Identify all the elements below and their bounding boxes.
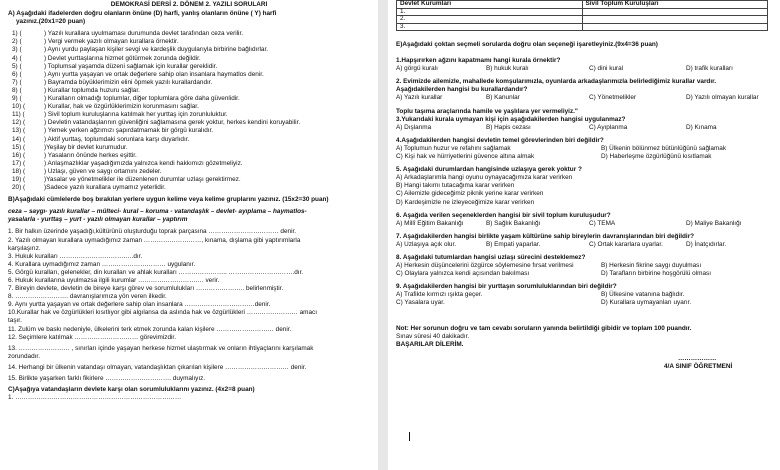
fill-blank-line[interactable]: 11. Zulüm ve baskı nedeniyle, ülkelerini terk etmek zorunda kalan kişilere ……………………… denir. bbox=[8, 325, 292, 333]
answer-option[interactable]: B) Ülkenin bölünmez bütünlüğünü sağlamak bbox=[601, 144, 727, 152]
answer-option[interactable]: A) Herkesin düşüncelerini özgürce söylemesine fırsat verilmesi bbox=[396, 262, 574, 270]
item-number[interactable]: 18) ( bbox=[12, 167, 26, 175]
item-number[interactable]: 11) ( bbox=[12, 111, 25, 119]
answer-option[interactable]: A) Dışlanma bbox=[396, 123, 432, 131]
true-false-item[interactable] bbox=[8, 103, 370, 111]
question-text: 3.Yukarıdaki kurala uymayan kişi için aşağıdakilerden hangisi uygulanmaz? bbox=[396, 115, 626, 123]
section-b-instruction: B)Aşağıdaki cümlelerde boş bırakılan yerlere uygun kelime veya kelime gruplarını yazınız. (15x2=30 puan) bbox=[8, 196, 329, 204]
true-false-item[interactable] bbox=[8, 119, 370, 127]
item-number[interactable]: 8) ( bbox=[12, 86, 22, 94]
good-luck-text: BAŞARILAR DİLERİM. bbox=[396, 340, 464, 348]
options-row bbox=[396, 65, 772, 73]
answer-option[interactable]: B) Sağlık Bakanlığı bbox=[486, 219, 541, 227]
section-c-instruction: C)Aşağıya vatandaşların devlete karşı olan sorumluluklarını yazınız. (4x2=8 puan) bbox=[8, 386, 255, 394]
table-cell[interactable]: 2. bbox=[397, 16, 583, 24]
section-e-instruction: E)Aşağıdaki çoktan seçmeli sorularda doğru olan seçeneği işaretleyiniz.(9x4=36 puan) bbox=[396, 41, 658, 48]
item-statement: ) Toplumsal yaşamda düzeni sağlamak için kurallar gereklidir. bbox=[44, 62, 218, 70]
answer-option[interactable]: A) Arkadaşlarımla hangi oyunu oynayacağımıza karar verirken bbox=[396, 174, 573, 182]
item-number[interactable]: 2) ( bbox=[12, 38, 22, 46]
item-number[interactable]: 3) ( bbox=[12, 46, 22, 54]
item-statement: ) Anlaşmazlıklar yaşadığımızda yalnızca kendi hakkımızı gözetmeliyiz. bbox=[44, 159, 243, 167]
item-number[interactable]: 4) ( bbox=[12, 54, 22, 62]
mcq-question bbox=[396, 108, 772, 132]
answer-option[interactable]: B) Kanunlar bbox=[486, 94, 520, 102]
true-false-item[interactable] bbox=[8, 71, 370, 79]
true-false-item[interactable] bbox=[8, 30, 370, 38]
true-false-item[interactable] bbox=[8, 144, 370, 152]
item-statement: ) Kurallar toplumda huzuru sağlar. bbox=[44, 86, 140, 94]
item-number[interactable]: 17) ( bbox=[12, 159, 26, 167]
multiple-choice-list bbox=[396, 57, 772, 307]
question-text: 2. Evimizde ailemizle, mahallede komşularımızla, oyunlarda arkadaşlarımızla belirlediğimiz kurallar vardır. bbox=[396, 78, 717, 86]
answer-option[interactable]: B) Herkesin fikrine saygı duyulması bbox=[601, 262, 702, 270]
table-cell[interactable] bbox=[582, 16, 768, 24]
options-row bbox=[396, 270, 772, 278]
item-statement: ) Yemek yerken ağzımızı şapırdatmamak bir görgü kuralıdır. bbox=[44, 127, 214, 135]
answer-option[interactable]: C) Ailemizle gideceğimiz piknik yerine karar verirken bbox=[396, 190, 544, 198]
item-number[interactable]: 16) ( bbox=[12, 151, 26, 159]
answer-option[interactable]: B) Empati yaparlar. bbox=[486, 240, 541, 248]
answer-option[interactable]: C) Ortak kararlara uyarlar. bbox=[589, 240, 663, 248]
answer-option[interactable]: A) Yazılı kurallar bbox=[396, 94, 443, 102]
question-text: 6. Aşağıda verilen seçeneklerden hangisi bir sivil toplum kuruluşudur? bbox=[396, 211, 611, 219]
table-header-ngo: Sivil Toplum Kuruluşları bbox=[582, 1, 768, 9]
true-false-item[interactable] bbox=[8, 136, 370, 144]
item-number[interactable]: 12) ( bbox=[12, 119, 26, 127]
fill-blank-line[interactable]: 6. Hukuk kurallarına uyulmazsa ilgili kurumlar …………………………. verir. bbox=[8, 277, 220, 284]
item-statement: ) Bayramda büyüklerimizin elini öpmek yazılı kurallardandır. bbox=[44, 78, 213, 86]
fill-blank-line[interactable]: 10.Kurallar hak ve özgürlükleri kısıtlıyor gibi algılansa da aslında hak ve özgürlükleri …………………… amacı bbox=[8, 309, 318, 317]
true-false-item[interactable] bbox=[8, 38, 370, 46]
item-statement: ) Yasaların önünde herkes eşittir. bbox=[44, 151, 137, 159]
item-statement: ) Kurallar, hak ve özgürlüklerimizin korunmasını sağlar. bbox=[44, 103, 199, 111]
options-row bbox=[396, 299, 772, 307]
word-bank-line-2: yasalarla - yurttaş – yurt - yazılı olmayan kurallar – yaptırım bbox=[8, 216, 188, 224]
item-number[interactable]: 15) ( bbox=[12, 143, 26, 151]
options-row bbox=[396, 94, 772, 102]
fill-blank-line[interactable]: 3. Hukuk kuralları ……………………………..dır. bbox=[8, 252, 143, 260]
item-statement: ) Devletin vatandaşlarının güvenliğini sağlamasına gerek yoktur, herkes kendini koruyabilir. bbox=[44, 119, 301, 127]
fill-blank-line[interactable]: 4. Kurallara uymadığımız zaman ………………………… uygulanır. bbox=[8, 260, 196, 268]
true-false-list bbox=[8, 30, 370, 192]
mcq-question bbox=[396, 78, 772, 102]
answer-option[interactable]: A) Trafikte kırmızı ışıkta geçer. bbox=[396, 291, 483, 299]
item-statement: ) Uzlaşı, güven ve saygı ortamını zedeler. bbox=[44, 167, 162, 175]
exam-page-right bbox=[388, 0, 780, 470]
table-row[interactable] bbox=[397, 23, 768, 31]
mcq-question bbox=[396, 137, 772, 161]
item-statement: ) Aynı yurdu paylaşan kişiler sevgi ve kardeşlik duygularıyla birbirine bağlıdırlar. bbox=[44, 46, 269, 54]
answer-option[interactable]: C) Olaylara yalnızca kendi açısından bakılması bbox=[396, 270, 530, 278]
fill-blank-line[interactable]: karşılaşırız. bbox=[8, 244, 41, 252]
true-false-item[interactable] bbox=[8, 184, 370, 192]
options-row bbox=[396, 124, 772, 132]
exam-duration: Sınav süresi 40 dakikadır. bbox=[396, 332, 470, 340]
mcq-question bbox=[396, 254, 772, 278]
true-false-item[interactable] bbox=[8, 176, 370, 184]
answer-option[interactable]: D) Kınama bbox=[686, 123, 717, 131]
answer-option[interactable]: A) görgü kuralı bbox=[396, 65, 438, 73]
question-text: Aşağıdakilerden hangisi bu kurallardandır? bbox=[396, 86, 528, 94]
table-cell[interactable]: 1. bbox=[397, 8, 583, 16]
true-false-item[interactable] bbox=[8, 63, 370, 71]
text-cursor bbox=[409, 432, 410, 441]
answer-option[interactable]: B) Hapis cezası bbox=[486, 123, 531, 131]
options-row bbox=[396, 153, 772, 161]
item-number[interactable]: 14) ( bbox=[12, 135, 26, 143]
true-false-item[interactable] bbox=[8, 95, 370, 103]
fill-blank-line[interactable]: 12. Seçimlere katılmak ………………………… görevimizdir. bbox=[8, 333, 176, 341]
table-row[interactable] bbox=[397, 8, 768, 16]
mcq-question bbox=[396, 57, 772, 73]
answer-option[interactable]: C) Ayıplanma bbox=[589, 123, 628, 131]
answer-option[interactable]: A) Toplumun huzur ve refahını sağlamak bbox=[396, 144, 511, 152]
item-statement: ) Aktif yurttaş, toplumdaki sorunlara karşı duyarlıdır. bbox=[44, 135, 190, 143]
question-text: 4.Aşağıdakilerden hangisi devletin temel görevlerinden biri değildir? bbox=[396, 136, 604, 144]
mcq-question bbox=[396, 233, 772, 249]
table-header-row bbox=[397, 1, 768, 9]
fill-blank-line[interactable]: 8. ……………………. davranışlarımıza yön veren ilkedir. bbox=[8, 293, 167, 301]
fill-blank-line[interactable]: 7. Bireyin devlete, devletin de bireye karşı görev ve sorumlulukları ………………….. belirlenmiştir. bbox=[8, 285, 284, 293]
item-number[interactable]: 5) ( bbox=[12, 62, 22, 70]
options-row bbox=[396, 241, 772, 249]
true-false-item[interactable] bbox=[8, 160, 370, 168]
answer-option[interactable]: A) Millî Eğitim Bakanlığı bbox=[396, 219, 464, 227]
section-c-answer-1[interactable]: 1. …………………………………………………………………… bbox=[8, 394, 182, 402]
true-false-item[interactable] bbox=[8, 127, 370, 135]
table-row[interactable] bbox=[397, 16, 768, 24]
item-statement: ) Sivil toplum kuruluşlarına katılmak her yurttaş için zorunluluktur. bbox=[44, 111, 228, 119]
item-number[interactable]: 13) ( bbox=[12, 127, 26, 135]
question-text: 9. Aşağıdakilerden hangisi bir yurttaşın sorumluluklarından biri değildir? bbox=[396, 283, 617, 291]
item-number[interactable]: 20) ( bbox=[12, 184, 26, 192]
answer-option[interactable]: B) Hangi takımı tutacağıma karar verirken bbox=[396, 182, 515, 190]
fill-blank-line[interactable]: 14. Herhangi bir ülkenin vatandaşı olmayan, vatandaşlıktan çıkarılan kişilere ………………………… denir. bbox=[8, 363, 307, 371]
fill-blank-line[interactable]: 2. Yazılı olmayan kurallara uymadığımız zaman ………………………, kınama, dışlama gibi yaptırımlarla bbox=[8, 236, 301, 244]
fill-blank-line[interactable]: 1. Bir halkın üzerinde yaşadığı,kültürünü oluşturduğu toprak parçasına …………………………… denir. bbox=[8, 228, 297, 236]
question-text: 1.Hapşırırken ağzını kapatmamı hangi kurala örnektir? bbox=[396, 57, 561, 65]
options-row bbox=[396, 291, 772, 299]
mcq-question bbox=[396, 283, 772, 307]
question-text: Toplu taşıma araçlarında hamile ve yaşlılara yer vermeliyiz." bbox=[396, 107, 578, 115]
true-false-item[interactable] bbox=[8, 87, 370, 95]
fill-blank-line[interactable]: taşır. bbox=[8, 317, 22, 325]
answer-option[interactable]: B) Ülkesine vatanına bağlıdır. bbox=[601, 291, 685, 299]
table-cell[interactable]: 3. bbox=[397, 23, 583, 31]
answer-option[interactable]: C) dini kural bbox=[589, 65, 624, 73]
mcq-question bbox=[396, 166, 772, 206]
true-false-item[interactable] bbox=[8, 55, 370, 63]
true-false-item[interactable] bbox=[8, 46, 370, 54]
fill-blank-line[interactable]: 15. Birlikte yaşarken farklı fikirlere …………………………. duymalıyız. bbox=[8, 375, 206, 383]
item-number[interactable]: 9) ( bbox=[12, 95, 22, 103]
exam-page-left bbox=[0, 0, 378, 470]
answer-option[interactable]: C) TEMA bbox=[589, 219, 616, 227]
table-cell[interactable] bbox=[582, 23, 768, 31]
item-number[interactable]: 10) ( bbox=[12, 103, 26, 111]
fill-blank-line[interactable]: 9. Aynı yurtta yaşayan ve ortak değerlere sahip olan insanlara ……………………………denir. bbox=[8, 301, 271, 309]
true-false-item[interactable] bbox=[8, 168, 370, 176]
answer-option[interactable]: D) Maliye Bakanlığı bbox=[686, 219, 742, 227]
table-header-state: Devlet Kurumları bbox=[397, 1, 583, 9]
item-statement: ) Devlet yurttaşlarına hizmet götürmek zorunda değildir. bbox=[44, 54, 201, 62]
options-row bbox=[396, 145, 772, 153]
item-statement: ) Aynı yurtta yaşayan ve ortak değerlere sahip olan insanlara haymatlos denir. bbox=[44, 70, 264, 78]
item-statement: )Sadece yazılı kurallara uymamız yeterlidir. bbox=[44, 184, 166, 192]
answer-option[interactable]: D) Tarafların birbirine hoşgörülü olması bbox=[601, 270, 711, 278]
question-text: 5. Aşağıdaki durumlardan hangisinde uzlaşıya gerek yoktur ? bbox=[396, 166, 582, 174]
exam-title: DEMOKRASİ DERSİ 2. DÖNEM 2. YAZILI SORULARI bbox=[110, 1, 268, 8]
question-text: 8. Aşağıdaki tutumlardan hangisi uzlaşı sürecini desteklemez? bbox=[396, 253, 586, 261]
answer-option[interactable]: C) Yasalara uyar. bbox=[396, 299, 445, 307]
options-row bbox=[396, 262, 772, 270]
signature-dots: ……………… bbox=[678, 354, 717, 362]
answer-option[interactable]: B) hukuk kuralı bbox=[486, 65, 529, 73]
table-cell[interactable] bbox=[582, 8, 768, 16]
true-false-item[interactable] bbox=[8, 152, 370, 160]
true-false-item[interactable] bbox=[8, 79, 370, 87]
answer-option[interactable]: D) trafik kuralları bbox=[686, 65, 733, 73]
answer-option[interactable]: D) Kardeşimizle ne izleyeceğimize karar verirken bbox=[396, 198, 535, 206]
item-statement: ) Kuralların olmadığı toplumlar, diğer toplumlara göre daha güvenlidir. bbox=[44, 95, 240, 103]
options-row bbox=[396, 220, 772, 228]
item-statement: )Yasalar ve yönetmelikler ile düzenlenen durumlar uzlaşı gerektirmez. bbox=[44, 175, 241, 183]
answer-option[interactable]: C) Kişi hak ve hürriyetlerini güvence altına almak bbox=[396, 153, 535, 161]
item-number[interactable]: 1) ( bbox=[12, 30, 22, 38]
item-statement: ) Yazılı kurallara uyulmaması durumunda devlet tarafından ceza verilir. bbox=[44, 30, 244, 38]
mcq-question bbox=[396, 212, 772, 228]
section-a-instruction: A) Aşağıdaki ifadelerden doğru olanların önüne (D) harfi, yanlış olanların önüne ( Y) harfi bbox=[8, 10, 277, 18]
fill-blank-line[interactable]: 13. …………………… , sınırları içinde yaşayan herkese hizmet ulaştırmak ve onların ihtiyaçlarını karşılamak bbox=[8, 344, 314, 352]
item-statement: )Yeşilay bir devlet kurumudur. bbox=[44, 143, 128, 151]
fill-blank-list bbox=[8, 228, 370, 383]
answer-option[interactable]: C) Yönetmelikler bbox=[589, 94, 637, 102]
answer-option[interactable]: D) Haberleşme özgürlüğünü kısıtlamak bbox=[601, 153, 712, 161]
answer-option[interactable]: A) Uzlaşıya açık olur. bbox=[396, 240, 457, 248]
item-statement: ) Vergi vermek yazılı olmayan kurallara örnektir. bbox=[44, 38, 179, 46]
item-number[interactable]: 7) ( bbox=[12, 78, 22, 86]
exam-note: Not: Her sorunun doğru ve tam cevabı soruların yanında belirtildiği gibidir ve toplam 100 puandır. bbox=[396, 324, 692, 332]
answer-option[interactable]: D) Yazılı olmayan kurallar bbox=[686, 94, 759, 102]
institutions-table bbox=[396, 0, 768, 31]
fill-blank-line[interactable]: 5. Görgü kuralları, gelenekler, din kuralları ve ahlak kuralları ………………….. ………………………….dır. bbox=[8, 268, 304, 276]
answer-option[interactable]: D) İnatçıdırlar. bbox=[686, 240, 727, 248]
answer-option[interactable]: D) Kurallara uymayanları uyarır. bbox=[601, 299, 692, 307]
true-false-item[interactable] bbox=[8, 111, 370, 119]
fill-blank-line[interactable]: zorundadır. bbox=[8, 352, 40, 360]
question-text: 7. Aşağıdakilerden hangisi birlikte yaşam kültürüne sahip bireylerin davranışlarından biri değildir? bbox=[396, 232, 695, 240]
word-bank-line-1: ceza – saygı- yazılı kurallar – mülteci- kural – koruma - vatandaşlık – devlet- ayıplama – haymatlos- bbox=[8, 208, 307, 216]
teacher-signature: 4/A SINIF ÖĞRETMENİ bbox=[664, 362, 733, 370]
item-number[interactable]: 19) ( bbox=[12, 175, 26, 183]
item-number[interactable]: 6) ( bbox=[12, 70, 22, 78]
section-a-points: yazınız.(20x1=20 puan) bbox=[16, 18, 86, 26]
